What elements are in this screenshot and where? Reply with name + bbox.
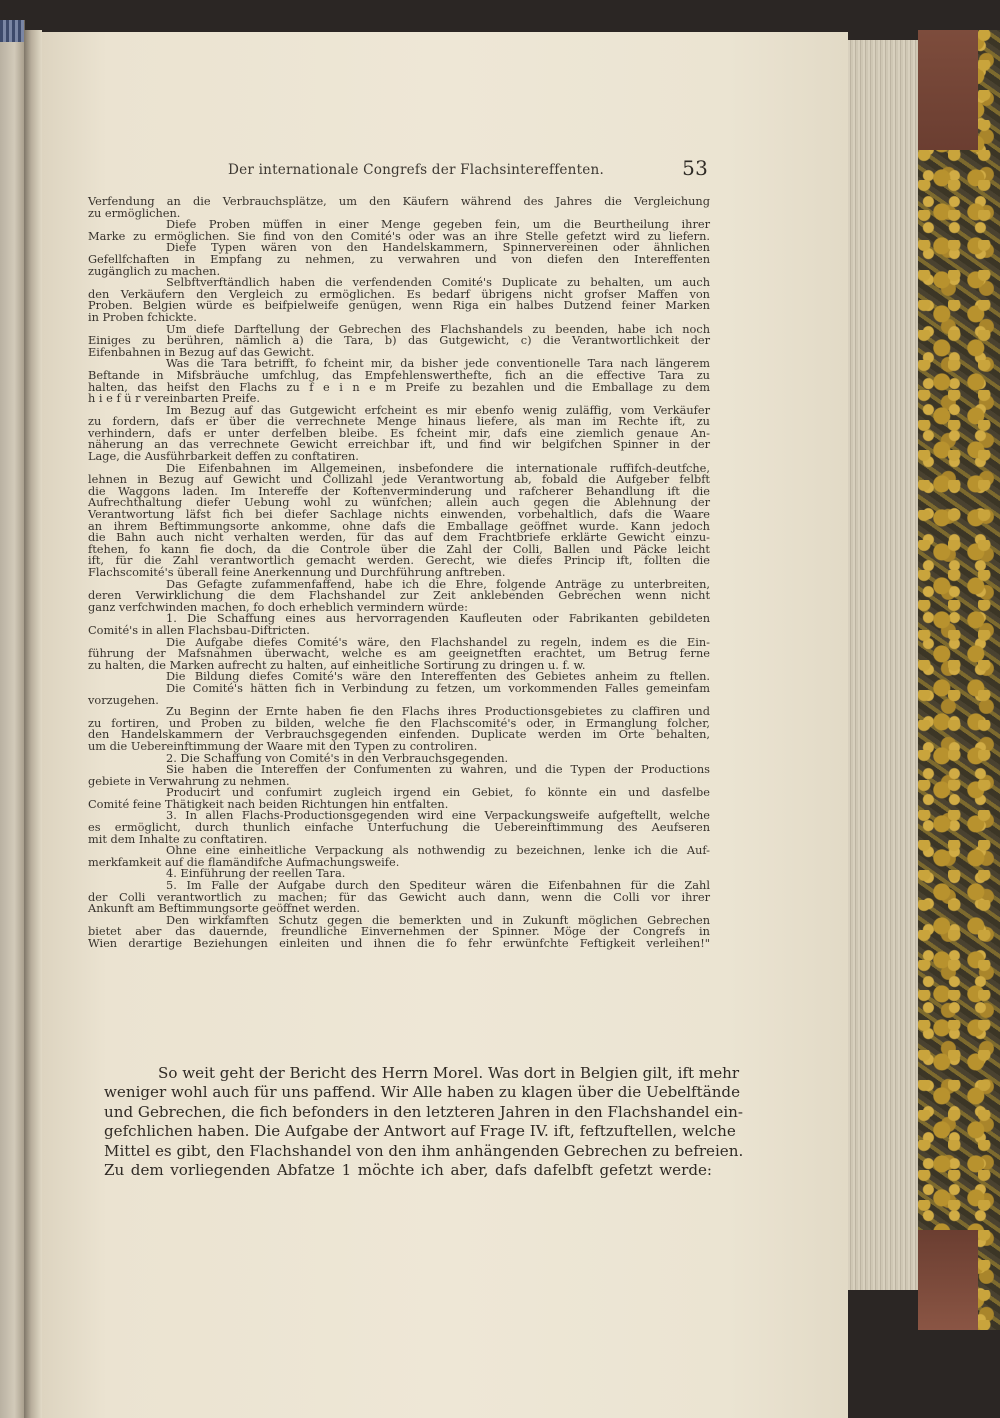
text-line: Diefe Typen wären von den Handelskammern, Spinnervereinen oder ähnlichen <box>166 240 710 255</box>
left-page-edge <box>0 20 25 1418</box>
text-line: Verantwortung läfst fich bei diefer Sachlage nichts einwenden, vorbehaltlich, dafs die Waare <box>88 507 710 522</box>
text-line: Lage, die Ausführbarkeit deffen zu conftatiren. <box>88 449 359 464</box>
text-line: Den wirkfamften Schutz gegen die bemerkten und in Zukunft möglichen Gebrechen <box>166 912 710 927</box>
body-text <box>104 1064 744 1180</box>
text-line: gebiete in Verwahrung zu nehmen. <box>88 773 290 788</box>
text-line: Eifenbahnen in Bezug auf das Gewicht. <box>88 344 315 359</box>
text-line: Comité's in allen Flachsbau-Diftricten. <box>88 622 310 637</box>
text-line: den Handelskammern der Verbrauchsgegenden einfenden. Duplicate werden im Orte behalten, <box>88 727 710 742</box>
text-line: die Waggons laden. Im Intereffe der Koftenverminderung und rafcherer Behandlung ift die <box>88 483 710 498</box>
text-line: Flachscomité's überall feine Anerkennung und Durchführung anftreben. <box>88 565 506 579</box>
text-line: Beftande in Mifsbräuche umfchlug, das Empfehlenswerthefte, fich an die effective Tara zu <box>88 367 710 382</box>
marbled-cover-board <box>918 30 1000 1330</box>
text-line: gefchlichen haben. Die Aufgabe der Antwort auf Frage IV. ift, feftzuftellen, welche <box>104 1122 736 1141</box>
binding-cloth <box>0 20 24 42</box>
text-line: Aufrechthaltung diefer Uebung wohl zu wünfchen; allein auch gegen die Ablehnung der <box>88 495 710 510</box>
quoted-report-text <box>88 196 710 950</box>
text-line: zu fordern, dafs er über die verrechnete Menge hinaus liefere, als man im Rechte ift, zu <box>88 414 710 429</box>
text-line: So weit geht der Bericht des Herrn Morel. Was dort in Belgien gilt, ift mehr <box>158 1064 740 1082</box>
text-line: führung der Mafsnahmen überwacht, welche es am geeignetften erachtet, um Betrug ferne <box>88 646 710 661</box>
text-line: in Proben fchickte. <box>88 309 197 324</box>
text-line: Ohne eine einheitliche Verpackung als nothwendig zu bezeichnen, lenke ich die Auf- <box>166 843 710 858</box>
text-line: Die Bildung diefes Comité's wäre den Intereffenten des Gebietes anheim zu ftellen. <box>166 669 710 684</box>
cover-corner-top <box>918 30 978 150</box>
text-line: Gefellfchaften in Empfang zu nehmen, zu verwahren und von diefen den Intereffenten <box>88 251 710 266</box>
text-line: 4. Einführung der reellen Tara. <box>166 866 346 881</box>
text-line: Die Comité's hätten fich in Verbindung zu fetzen, um vorkommenden Falles gemeinfam <box>166 680 710 695</box>
text-line: zu fortiren, und Proben zu bilden, welche fie den Flachscomité's oder, in Ermanglung folcher, <box>88 715 710 730</box>
text-line: merkfamkeit auf die flamändifche Aufmachungsweife. <box>88 854 400 869</box>
text-line: mit dem Inhalte zu conftatiren. <box>88 831 268 846</box>
text-line: Diefe Proben müffen in einer Menge gegeben fein, um die Beurtheilung ihrer <box>166 217 710 232</box>
text-line: zugänglich zu machen. <box>88 263 221 278</box>
text-line: näherung an das verrechnete Gewicht erreichbar ift, und find wir belgifchen Spinner in der <box>88 437 710 452</box>
text-line: Verfendung an die Verbrauchsplätze, um den Käufern während des Jahres die Vergleichung <box>88 194 710 208</box>
text-line: an ihrem Beftimmungsorte ankomme, ohne dafs die Emballage geöffnet wurde. Kann jedoch <box>88 518 710 533</box>
text-line: Die Eifenbahnen im Allgemeinen, insbefondere die internationale ruffifch-deutfche, <box>166 460 710 475</box>
text-line: Proben. Belgien würde es beifpielweife genügen, wenn Riga ein halbes Dutzend feiner Marken <box>88 298 710 313</box>
text-line: 1. Die Schaffung eines aus hervorragenden Kaufleuten oder Fabrikanten gebildeten <box>166 611 710 626</box>
running-title: Der internationale Congrefs der Flachsintereffenten. <box>228 162 605 178</box>
text-line: halten, das heifst den Flachs zu f e i n e m Preife zu bezahlen und die Emballage zu dem <box>88 379 710 394</box>
text-line: die Bahn auch nicht verhalten werden, für das auf dem Frachtbriefe erklärte Gewicht einzu- <box>88 530 710 545</box>
text-line: Ankunft am Beftimmungsorte geöffnet werden. <box>88 901 361 916</box>
text-line: Marke zu ermöglichen. Sie find von den Comité's oder was an ihre Stelle gefetzt wird zu liefern. <box>88 228 710 243</box>
cover-corner-bottom <box>918 1230 978 1330</box>
text-line: Mittel es gibt, den Flachshandel von den ihm anhängenden Gebrechen zu befreien. <box>104 1141 744 1160</box>
text-line: Zu dem vorliegenden Abfatze 1 möchte ich aber, dafs dafelbft gefetzt werde: <box>104 1160 712 1179</box>
page-number: 53 <box>682 156 708 180</box>
text-line: Zu Beginn der Ernte haben fie den Flachs ihres Productionsgebietes zu claffiren und <box>166 704 710 719</box>
text-line: Comité feine Thätigkeit nach beiden Richtungen hin entfalten. <box>88 796 449 811</box>
text-line: Selbftverftändlich haben die verfendenden Comité's Duplicate zu behalten, um auch <box>166 275 710 290</box>
text-line: deren Verwirklichung die dem Flachshandel zur Zeit anklebenden Gebrechen wenn nicht <box>88 588 710 603</box>
text-line: es ermöglicht, durch thunlich einfache Unterfuchung die Uebereinftimmung des Aeufseren <box>88 820 710 835</box>
text-line: vorzugehen. <box>88 692 159 707</box>
book-gutter <box>24 30 42 1418</box>
text-line: Was die Tara betrifft, fo fcheint mir, da bisher jede conventionelle Tara nach längerem <box>166 356 710 371</box>
text-line: Die Aufgabe diefes Comité's wäre, den Flachshandel zu regeln, indem es die Ein- <box>166 634 710 649</box>
text-line: den Verkäufern den Vergleich zu ermöglichen. Es bedarf übrigens nicht grofser Maffen von <box>88 286 710 301</box>
text-line: zu halten, die Marken aufrecht zu halten, auf einheitliche Sortirung zu dringen u. f. w. <box>88 657 586 672</box>
text-line: ftehen, fo kann fie doch, da die Controle über die Zahl der Colli, Ballen und Päcke leicht <box>88 541 710 556</box>
text-line: 5. Im Falle der Aufgabe durch den Spediteur wären die Eifenbahnen für die Zahl <box>166 878 710 893</box>
text-line: Sie haben die Intereffen der Confumenten zu wahren, und die Typen der Productions <box>166 762 710 777</box>
text-line: Um diefe Darftellung der Gebrechen des Flachshandels zu beenden, habe ich noch <box>166 321 710 336</box>
text-line: ift, für die Zahl verantwortlich gemacht werden. Gerecht, wie diefes Princip ift, follten die <box>88 553 710 568</box>
text-line: ganz verfchwinden machen, fo doch erheblich vermindern würde: <box>88 599 468 614</box>
text-line: verhindern, dafs er unter derfelben bleibe. Es fcheint mir, dafs eine ziemlich genaue An- <box>88 425 710 440</box>
text-line: der Colli verantwortlich zu machen; für das Gewicht auch dann, wenn die Colli vor ihrer <box>88 889 710 904</box>
text-line: Einiges zu berühren, nämlich a) die Tara, b) das Gutgewicht, c) die Verantwortlichkeit der <box>88 333 710 348</box>
page-stack-edges <box>848 40 919 1290</box>
text-line: weniger wohl auch für uns paffend. Wir Alle haben zu klagen über die Uebelftände <box>104 1083 741 1102</box>
text-line: um die Uebereinftimmung der Waare mit den Typen zu controliren. <box>88 738 478 753</box>
text-line: zu ermöglichen. <box>88 205 181 220</box>
text-line: Wien derartige Beziehungen einleiten und ihnen die fo fehr erwünfchte Feftigkeit verleihen!" <box>88 936 710 950</box>
text-line: und Gebrechen, die fich befonders in den letzteren Jahren in den Flachshandel ein- <box>104 1102 743 1121</box>
text-line: Das Gefagte zufammenfaffend, habe ich die Ehre, folgende Anträge zu unterbreiten, <box>166 576 710 591</box>
text-line: 3. In allen Flachs-Productionsgegenden wird eine Verpackungsweife aufgeftellt, welche <box>166 808 710 823</box>
text-line: bietet aber das dauernde, freundliche Einvernehmen der Spinner. Möge der Congrefs in <box>88 924 710 939</box>
text-line: Im Bezug auf das Gutgewicht erfcheint es mir ebenfo wenig zuläffig, vom Verkäufer <box>166 402 710 417</box>
text-line: lehnen in Bezug auf Gewicht und Collizahl jede Verantwortung ab, fobald die Aufgeber felbft <box>88 472 710 487</box>
text-line: h i e f ü r vereinbarten Preife. <box>88 391 260 406</box>
text-line: 2. Die Schaffung von Comité's in den Verbrauchsgegenden. <box>166 750 509 765</box>
running-header <box>228 156 708 182</box>
text-line: Producirt und confumirt zugleich irgend ein Gebiet, fo könnte ein und dasfelbe <box>166 785 710 800</box>
